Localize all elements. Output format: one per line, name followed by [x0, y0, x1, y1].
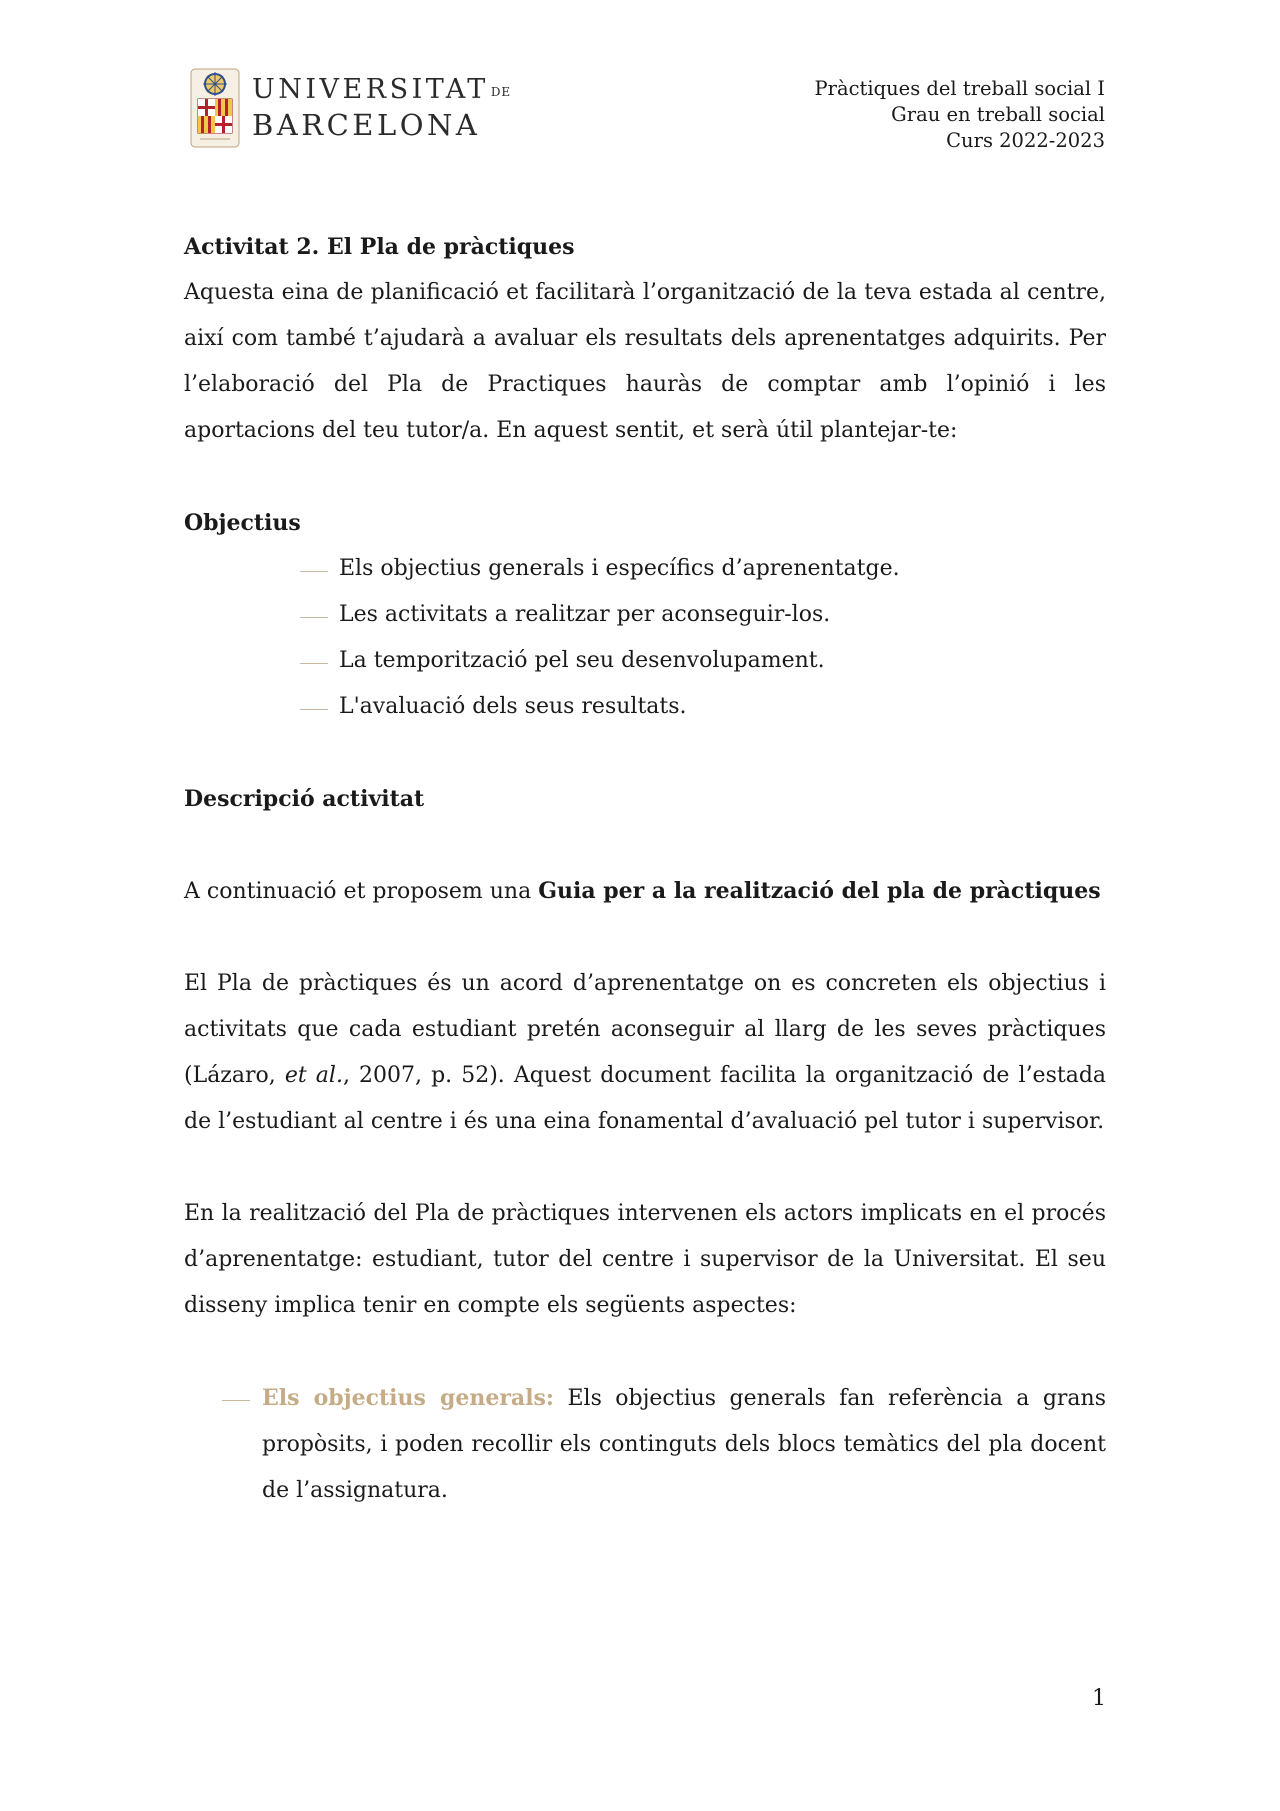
logo-line-barcelona: BARCELONA [252, 108, 481, 142]
aspect-list-item [222, 1375, 1106, 1514]
intro-paragraph: Aquesta eina de planificació et facilitarà l’organització de la teva estada al centre, així com també t’ajudarà a avaluar els resultats dels aprenentatges adquirits. Per l’elaboració del Pla de Practiques hauràs de comptar amb l’opinió i les aportacions del teu tutor/a. En aquest sentit, et serà útil plantejar-te: [184, 280, 1106, 443]
list-item: La temporització pel seu desenvolupament. [300, 638, 1106, 684]
activity-heading: Activitat 2. El Pla de pràctiques [184, 234, 575, 260]
logo-line-universitat: UNIVERSITAT DE [252, 74, 512, 105]
list-item: Els objectius generals i específics d’aprenentatge. [300, 546, 1106, 592]
document-header-info [815, 76, 1105, 154]
list-item: L'avaluació dels seus resultats. [300, 684, 1106, 730]
logo-wordmark [252, 74, 511, 142]
objectives-heading: Objectius [184, 510, 301, 536]
header-subject: Pràctiques del treball social I [814, 77, 1105, 100]
page-number: 1 [1092, 1686, 1106, 1711]
guide-title: Guia per a la realització del pla de pràctiques [538, 878, 1101, 904]
actors-paragraph: En la realització del Pla de pràctiques intervenen els actors implicats en el procés d’aprenentatge: estudiant, tutor del centre i supervisor de la Universitat. El seu disseny implica tenir en compte els següents aspectes: [184, 1201, 1106, 1318]
header-degree: Grau en treball social [891, 103, 1105, 126]
guide-paragraph: A continuació et proposem una Guia per a la realització del pla de pràctiques [184, 878, 1101, 904]
aspect-text: Els objectius generals fan referència a grans propòsits, i poden recollir els continguts dels blocs temàtics del pla docent de l’assignatura. [262, 1386, 1106, 1503]
aspect-label: Els objectius generals: [262, 1385, 555, 1411]
document-body [184, 224, 1106, 1514]
description-heading: Descripció activitat [184, 786, 425, 812]
list-item: Les activitats a realitzar per aconseguir-los. [300, 592, 1106, 638]
citation-et-al: et al. [284, 1063, 343, 1088]
header-course-year: Curs 2022-2023 [946, 129, 1105, 152]
objectives-list [184, 546, 1106, 730]
university-logo [190, 66, 512, 150]
plan-definition-paragraph: El Pla de pràctiques és un acord d’aprenentatge on es concreten els objectius i activitats que cada estudiant pretén aconseguir al llarg de les seves pràctiques (Lázaro, et al., 2007, p. 52). Aquest document facilita la organització de l’estada de l’estudiant al centre i és una eina fonamental d’avaluació pel tutor i supervisor. [184, 971, 1107, 1134]
university-seal-icon [190, 68, 240, 148]
